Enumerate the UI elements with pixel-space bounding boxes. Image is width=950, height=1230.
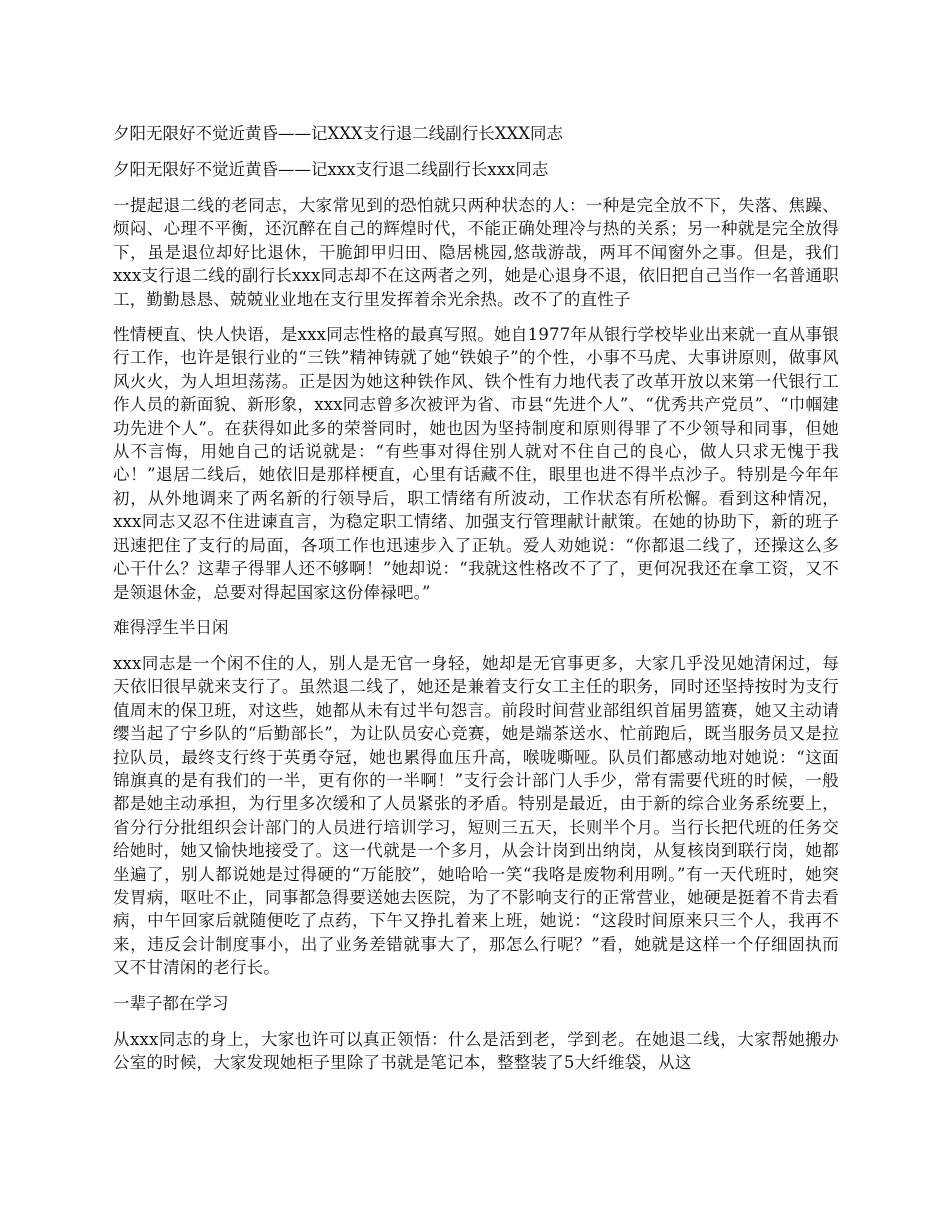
paragraph-intro: 一提起退二线的老同志，大家常见到的恐怕就只两种状态的人：一种是完全放不下，失落、焦躁、烦闷、心理不平衡，还沉醉在自己的辉煌时代，不能正确处理冷与热的关系；另一种就是完全放得下，虽是退位却好比退休，干脆卸甲归田、隐居桃园,悠哉游哉，两耳不闻窗外之事。但是，我们xxx支行退二线的副行长xxx同志却不在这两者之列，她是心退身不退，依旧把自己当作一名普通职工，勤勤恳恳、兢兢业业地在支行里发挥着余光余热。改不了的直性子 [113,196,839,309]
document-page [113,122,839,1086]
section-heading-learning: 一辈子都在学习 [113,993,229,1013]
paragraph-leisure: xxx同志是一个闲不住的人，别人是无官一身轻，她却是无官事更多，大家几乎没见她清闲过，每天依旧很早就来支行了。虽然退二线了，她还是兼着支行女工主任的职务，同时还坚持按时为支行值周末的保卫班，对这些，她都从未有过半句怨言。前段时间营业部组织首届男篮赛，她又主动请缨当起了宁乡队的“后勤部长”，为让队员安心竞赛，她是端茶送水、忙前跑后，既当服务员又是拉拉队员，最终支行终于英勇夺冠，她也累得血压升高，喉咙嘶哑。队员们都感动地对她说：“这面锦旗真的是有我们的一半，更有你的一半啊！”支行会计部门人手少，常有需要代班的时候，一般都是她主动承担，为行里多次缓和了人员紧张的矛盾。特别是最近，由于新的综合业务系统要上，省分行分批组织会计部门的人员进行培训学习，短则三五天，长则半个月。当行长把代班的任务交给她时，她又愉快地接受了。这一代就是一个多月，从会计岗到出纳岗，从复核岗到联行岗，她都坐遍了，别人都说她是过得硬的“万能胶”，她哈哈一笑“我咯是废物利用咧。”有一天代班时，她突发胃病，呕吐不止，同事都急得要送她去医院，为了不影响支行的正常营业，她硬是挺着不肯去看病，中午回家后就随便吃了点药，下午又挣扎着来上班，她说：“这段时间原来只三个人，我再不来，违反会计制度事小，出了业务差错就事大了，那怎么行呢？”看，她就是这样一个仔细固执而又不甘清闲的老行长。 [113,653,839,978]
paragraph-learning: 从xxx同志的身上，大家也许可以真正领悟：什么是活到老，学到老。在她退二线，大家帮她搬办公室的时候，大家发现她柜子里除了书就是笔记本，整整装了5大纤维袋，从这 [113,1029,839,1072]
document-title-2: 夕阳无限好不觉近黄昏——记xxx支行退二线副行长xxx同志 [113,160,549,179]
paragraph-character: 性情梗直、快人快语，是xxx同志性格的最真写照。她自1977年从银行学校毕业出来就一直从事银行工作，也许是银行业的“三铁”精神铸就了她“铁娘子”的个性，小事不马虎、大事讲原则，做事风风火火，为人坦坦荡荡。正是因为她这种铁作风、铁个性有力地代表了改革开放以来第一代银行工作人员的新面貌、新形象，xxx同志曾多次被评为省、市县“先进个人”、“优秀共产党员”、“巾帼建功先进个人”。在获得如此多的荣誉同时，她也因为坚持制度和原则得罪了不少领导和同事，但她从不言悔，用她自己的话说就是：“有些事对得住别人就对不住自己的良心，做人只求无愧于我心！”退居二线后，她依旧是那样梗直，心里有话藏不住，眼里也进不得半点沙子。特别是今年年初，从外地调来了两名新的行领导后，职工情绪有所波动，工作状态有所松懈。看到这种情况，xxx同志又忍不住进谏直言，为稳定职工情绪、加强支行管理献计献策。在她的协助下，新的班子迅速把住了支行的局面，各项工作也迅速步入了正轨。爱人劝她说：“你都退二线了，还操这么多心干什么？这辈子得罪人还不够啊！”她却说：“我就这性格改不了了，更何况我还在拿工资，又不是领退休金，总要对得起国家这份俸禄吧。” [113,325,839,602]
document-title-1: 夕阳无限好不觉近黄昏——记XXX支行退二线副行长XXX同志 [113,124,563,143]
section-heading-leisure: 难得浮生半日闲 [113,617,229,637]
